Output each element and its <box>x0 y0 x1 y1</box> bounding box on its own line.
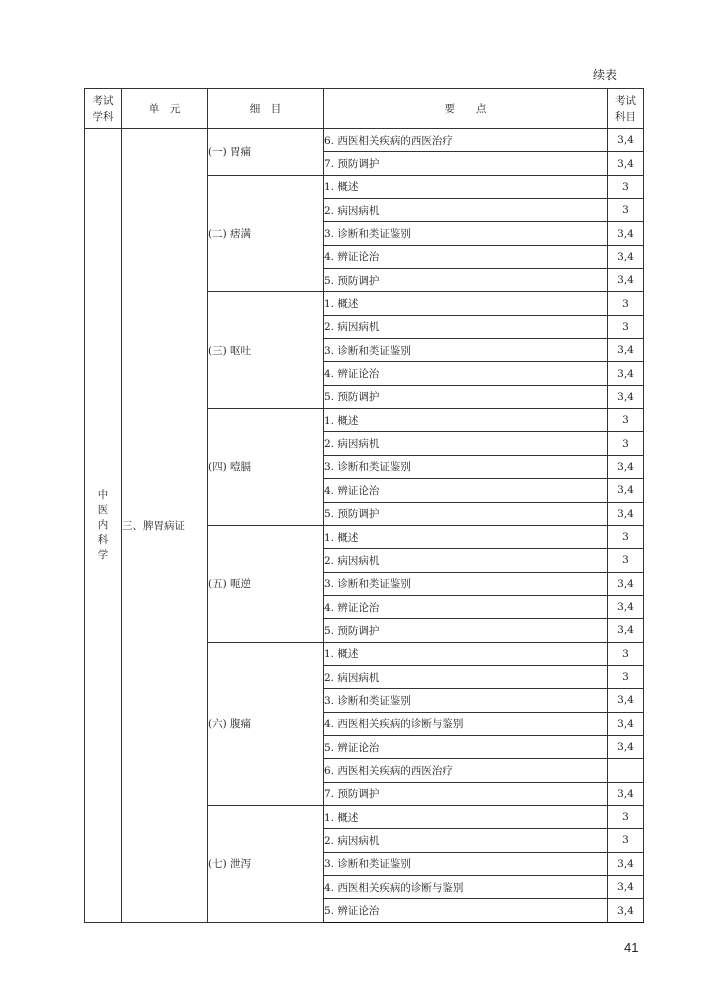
point-cell: 3. 诊断和类证鉴别 <box>324 455 608 478</box>
header-subject: 考试 学科 <box>85 89 122 129</box>
level-cell: 3 <box>608 432 644 455</box>
point-cell: 1. 概述 <box>324 642 608 665</box>
level-cell: 3,4 <box>608 152 644 175</box>
point-cell: 2. 病因病机 <box>324 315 608 338</box>
item-cell: (三) 呕吐 <box>208 292 324 409</box>
point-cell: 4. 辨证论治 <box>324 362 608 385</box>
item-cell: (七) 泄泻 <box>208 805 324 922</box>
point-cell: 2. 病因病机 <box>324 829 608 852</box>
item-cell: (六) 腹痛 <box>208 642 324 805</box>
point-cell: 5. 辨证论治 <box>324 899 608 922</box>
point-cell: 1. 概述 <box>324 409 608 432</box>
point-cell: 3. 诊断和类证鉴别 <box>324 852 608 875</box>
level-cell: 3 <box>608 805 644 828</box>
table-header-row <box>85 89 644 129</box>
level-cell: 3 <box>608 642 644 665</box>
point-cell: 4. 西医相关疾病的诊断与鉴别 <box>324 876 608 899</box>
point-cell: 2. 病因病机 <box>324 432 608 455</box>
point-cell: 1. 概述 <box>324 292 608 315</box>
level-cell: 3 <box>608 199 644 222</box>
level-cell: 3,4 <box>608 455 644 478</box>
point-cell: 6. 西医相关疾病的西医治疗 <box>324 759 608 782</box>
level-cell: 3 <box>608 315 644 338</box>
level-cell: 3,4 <box>608 385 644 408</box>
point-cell: 5. 预防调护 <box>324 269 608 292</box>
level-cell: 3,4 <box>608 479 644 502</box>
item-cell: (一) 胃痛 <box>208 129 324 176</box>
point-cell: 3. 诊断和类证鉴别 <box>324 222 608 245</box>
point-cell: 7. 预防调护 <box>324 782 608 805</box>
subject-label: 中医内科学 <box>97 488 109 561</box>
level-cell: 3,4 <box>608 339 644 362</box>
header-point: 要 点 <box>324 89 608 129</box>
level-cell: 3 <box>608 829 644 852</box>
item-cell: (五) 呃逆 <box>208 525 324 642</box>
level-cell: 3,4 <box>608 595 644 618</box>
point-cell: 6. 西医相关疾病的西医治疗 <box>324 129 608 152</box>
level-cell: 3,4 <box>608 899 644 922</box>
point-cell: 4. 辨证论治 <box>324 595 608 618</box>
syllabus-table <box>84 88 644 923</box>
point-cell: 4. 辨证论治 <box>324 479 608 502</box>
item-cell: (二) 痞满 <box>208 175 324 292</box>
point-cell: 4. 辨证论治 <box>324 245 608 268</box>
level-cell: 3,4 <box>608 852 644 875</box>
continued-label: 续表 <box>593 68 618 82</box>
header-item: 细 目 <box>208 89 324 129</box>
level-cell: 3,4 <box>608 619 644 642</box>
level-cell: 3,4 <box>608 712 644 735</box>
level-cell: 3 <box>608 292 644 315</box>
point-cell: 1. 概述 <box>324 175 608 198</box>
level-cell: 3,4 <box>608 269 644 292</box>
header-unit: 单 元 <box>122 89 208 129</box>
page-number: 41 <box>624 940 639 955</box>
point-cell: 1. 概述 <box>324 805 608 828</box>
level-cell: 3 <box>608 175 644 198</box>
table-body <box>85 129 644 923</box>
item-cell: (四) 噎膈 <box>208 409 324 526</box>
level-cell: 3 <box>608 409 644 432</box>
level-cell: 3,4 <box>608 502 644 525</box>
level-cell: 3,4 <box>608 782 644 805</box>
level-cell: 3,4 <box>608 362 644 385</box>
point-cell: 5. 辨证论治 <box>324 735 608 758</box>
level-cell: 3,4 <box>608 876 644 899</box>
level-cell: 3,4 <box>608 129 644 152</box>
subject-cell <box>85 129 122 923</box>
table-row <box>85 129 644 152</box>
level-cell: 3 <box>608 665 644 688</box>
point-cell: 7. 预防调护 <box>324 152 608 175</box>
point-cell: 3. 诊断和类证鉴别 <box>324 339 608 362</box>
point-cell: 2. 病因病机 <box>324 665 608 688</box>
point-cell: 3. 诊断和类证鉴别 <box>324 689 608 712</box>
point-cell: 4. 西医相关疾病的诊断与鉴别 <box>324 712 608 735</box>
point-cell: 2. 病因病机 <box>324 199 608 222</box>
point-cell: 5. 预防调护 <box>324 502 608 525</box>
level-cell: 3 <box>608 525 644 548</box>
point-cell: 2. 病因病机 <box>324 549 608 572</box>
level-cell: 3,4 <box>608 222 644 245</box>
level-cell: 3,4 <box>608 689 644 712</box>
level-cell: 3 <box>608 549 644 572</box>
point-cell: 1. 概述 <box>324 525 608 548</box>
level-cell: 3,4 <box>608 245 644 268</box>
unit-cell: 三、脾胃病证 <box>122 129 208 923</box>
level-cell <box>608 759 644 782</box>
point-cell: 5. 预防调护 <box>324 385 608 408</box>
point-cell: 5. 预防调护 <box>324 619 608 642</box>
header-level: 考试 科目 <box>608 89 644 129</box>
level-cell: 3,4 <box>608 735 644 758</box>
point-cell: 3. 诊断和类证鉴别 <box>324 572 608 595</box>
level-cell: 3,4 <box>608 572 644 595</box>
